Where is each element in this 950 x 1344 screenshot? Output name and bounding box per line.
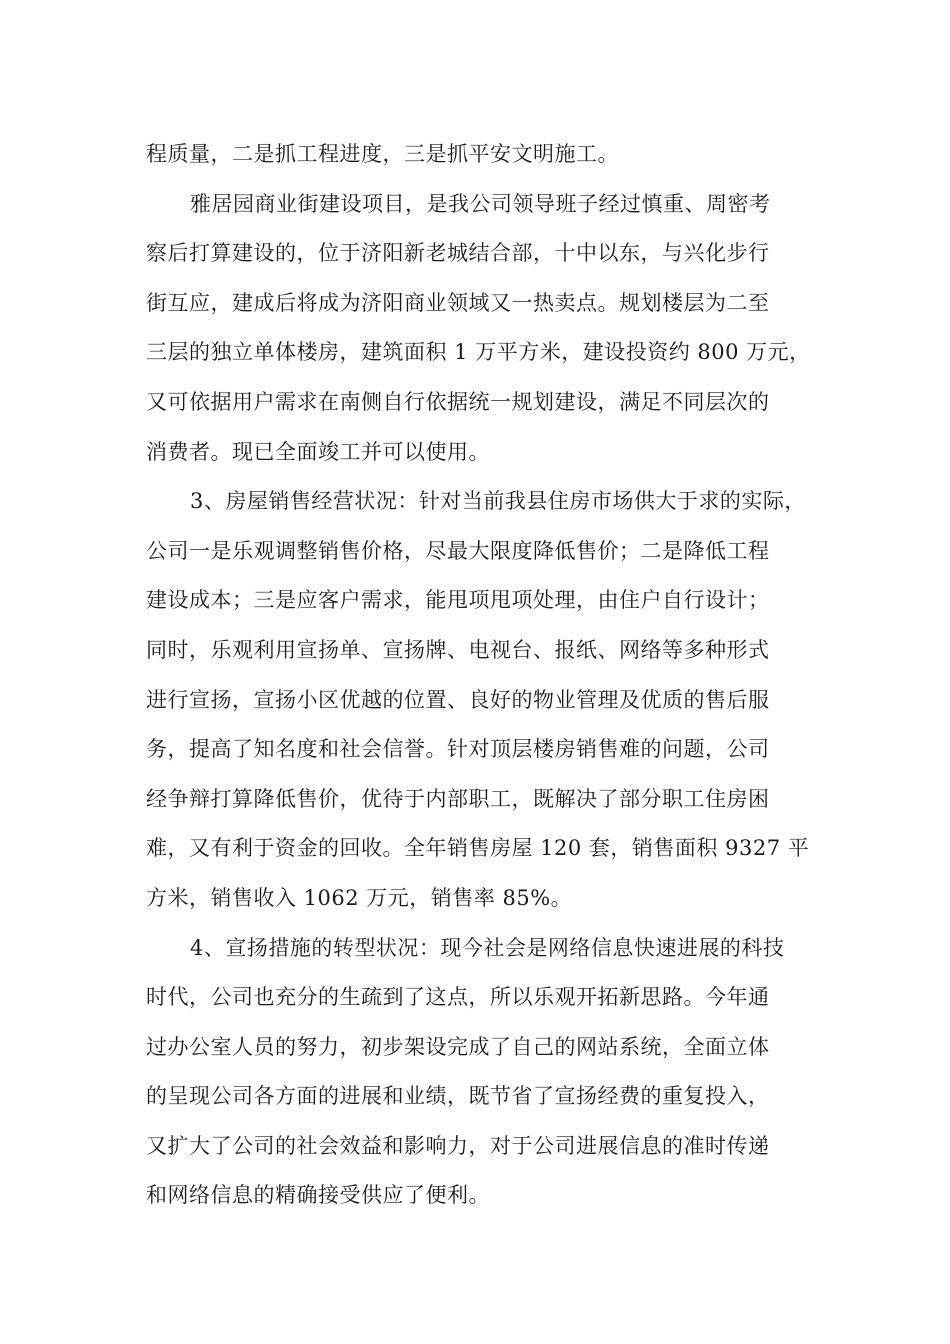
text-line: 又可依据用户需求在南侧自行依据统一规划建设，满足不同层次的 bbox=[146, 389, 770, 414]
text-line: 又扩大了公司的社会效益和影响力，对于公司进展信息的准时传递 bbox=[146, 1133, 770, 1158]
text-line: 难，又有利于资金的回收。全年销售房屋 120 套，销售面积 9327 平 bbox=[146, 836, 810, 861]
text-line: 察后打算建设的，位于济阳新老城结合部，十中以东，与兴化步行 bbox=[146, 241, 770, 266]
paragraph-start-line: 4、宣扬措施的转型状况：现今社会是网络信息快速进展的科技 bbox=[190, 935, 785, 960]
paragraph-start-line: 雅居园商业街建设项目，是我公司领导班子经过慎重、周密考 bbox=[190, 191, 771, 216]
text-line: 建设成本；三是应客户需求，能甩项甩项处理，由住户自行设计； bbox=[146, 588, 770, 613]
text-line: 进行宣扬，宣扬小区优越的位置、良好的物业管理及优质的售后服 bbox=[146, 687, 770, 712]
text-line: 务，提高了知名度和社会信誉。针对顶层楼房销售难的问题，公司 bbox=[146, 737, 770, 762]
text-line: 时代，公司也充分的生疏到了这点，所以乐观开拓新思路。今年通 bbox=[146, 985, 770, 1010]
text-line: 经争辩打算降低售价，优待于内部职工，既解决了部分职工住房困 bbox=[146, 786, 770, 811]
text-line: 过办公室人员的努力，初步架设完成了自己的网站系统，全面立体 bbox=[146, 1034, 770, 1059]
text-line: 公司一是乐观调整销售价格，尽最大限度降低售价；二是降低工程 bbox=[146, 538, 770, 563]
text-line: 同时，乐观利用宣扬单、宣扬牌、电视台、报纸、网络等多种形式 bbox=[146, 637, 770, 662]
paragraph-start-line: 3、房屋销售经营状况：针对当前我县住房市场供大于求的实际， bbox=[190, 489, 806, 514]
text-line: 程质量，二是抓工程进度，三是抓平安文明施工。 bbox=[146, 142, 619, 166]
text-line: 方米，销售收入 1062 万元，销售率 85%。 bbox=[146, 885, 573, 910]
document-body bbox=[146, 130, 810, 1221]
text-line: 消费者。现已全面竣工并可以使用。 bbox=[146, 439, 490, 464]
text-line: 和网络信息的精确接受供应了便利。 bbox=[146, 1183, 490, 1208]
text-line: 的呈现公司各方面的进展和业绩，既节省了宣扬经费的重复投入， bbox=[146, 1084, 770, 1109]
text-line: 三层的独立单体楼房，建筑面积 1 万平方米，建设投资约 800 万元， bbox=[146, 340, 811, 365]
text-line: 街互应，建成后将成为济阳商业领域又一热卖点。规划楼层为二至 bbox=[146, 290, 770, 315]
